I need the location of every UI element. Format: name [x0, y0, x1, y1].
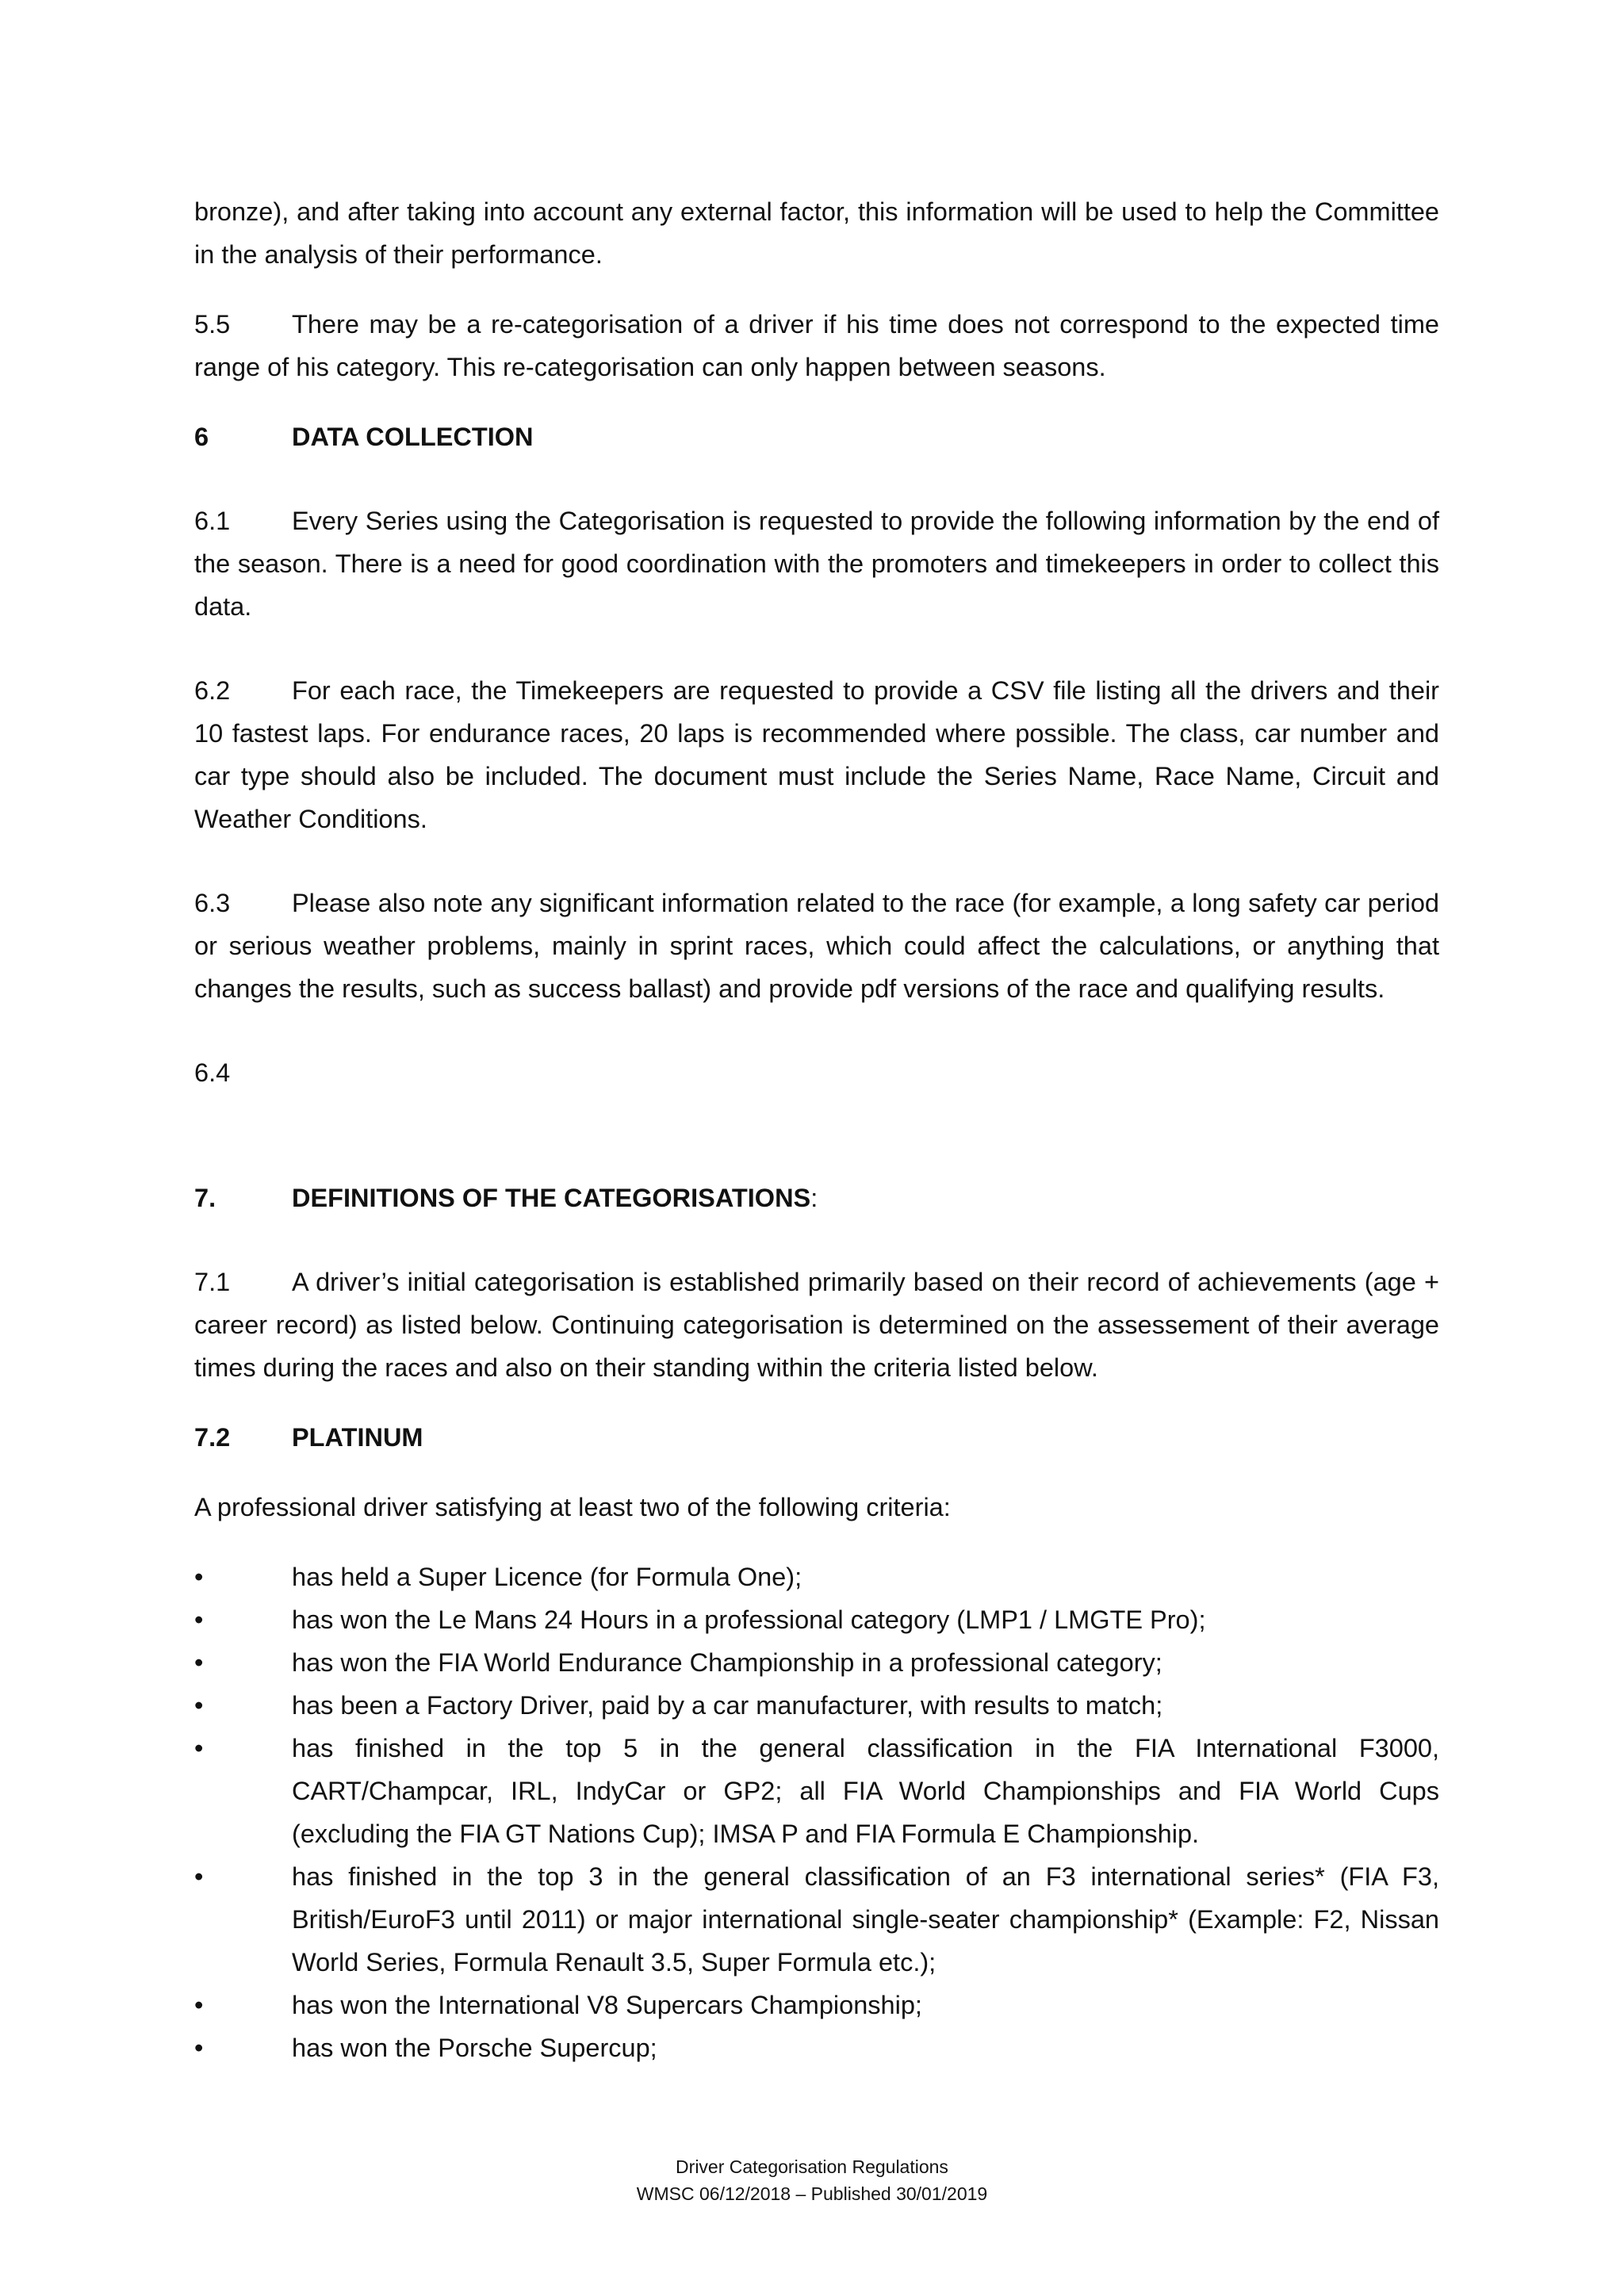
section-7-1: [194, 1261, 1439, 1389]
bullet: •: [194, 2034, 204, 2062]
section-7-heading: [194, 1177, 1439, 1219]
footer-date: WMSC 06/12/2018 – Published 30/01/2019: [636, 2183, 988, 2204]
section-6-4: [194, 1051, 1439, 1094]
criteria-list: [194, 1556, 1439, 2069]
section-title: PLATINUM: [292, 1423, 423, 1452]
section-number: 6: [194, 423, 209, 451]
section-6-1: [194, 499, 1439, 628]
section-title: DATA COLLECTION: [292, 423, 534, 451]
section-number: 7.2: [194, 1423, 231, 1452]
list-item-text: has held a Super Licence (for Formula One);: [292, 1563, 802, 1591]
section-number: 7.1: [194, 1268, 231, 1296]
list-item-text: has won the Porsche Supercup;: [292, 2034, 657, 2062]
list-item: [194, 1984, 1439, 2026]
bullet: •: [194, 1991, 204, 2019]
list-item: [194, 1556, 1439, 1598]
section-number: 5.5: [194, 310, 231, 339]
list-item: [194, 2026, 1439, 2069]
section-5-5: [194, 303, 1439, 388]
section-7-2-heading: [194, 1416, 1439, 1459]
section-text: For each race, the Timekeepers are requested to provide a CSV file listing all the drivers and their 10 fastest laps. For endurance races, 20 laps is recommended where possible. The class, car number and car type should also be included. The document must include the Series Name, Race Name, Circuit and Weather Conditions.: [194, 676, 1439, 833]
section-title-suffix: :: [810, 1184, 818, 1212]
page-body: [194, 190, 1439, 2069]
section-text: A driver’s initial categorisation is established primarily based on their record of achievements (age + career record) as listed below. Continuing categorisation is determined on the assessement of their average times during the races and also on their standing within the criteria listed below.: [194, 1268, 1439, 1382]
bullet: •: [194, 1563, 204, 1591]
section-text: There may be a re-categorisation of a driver if his time does not correspond to the expected time range of his category. This re-categorisation can only happen between seasons.: [194, 310, 1439, 381]
section-6-heading: [194, 415, 1439, 458]
list-item-text: has finished in the top 3 in the general classification of an F3 international series* (FIA F3, British/EuroF3 until 2011) or major international single-seater championship* (Example: F2, Nissan World Series, Formula Renault 3.5, Super Formula etc.);: [292, 1862, 1439, 1976]
bullet: •: [194, 1605, 204, 1634]
section-6-3: [194, 882, 1439, 1010]
list-item: [194, 1855, 1439, 1984]
section-number: 7.: [194, 1184, 216, 1212]
platinum-intro: A professional driver satisfying at least two of the following criteria:: [194, 1493, 951, 1521]
list-item-text: has finished in the top 5 in the general classification in the FIA International F3000, CART/Champcar, IRL, IndyCar or GP2; all FIA World Championships and FIA World Cups (excluding the FIA GT Nations Cup); IMSA P and FIA Formula E Championship.: [292, 1734, 1439, 1848]
bullet: •: [194, 1734, 204, 1762]
section-number: 6.3: [194, 889, 231, 917]
footer-title: Driver Categorisation Regulations: [676, 2156, 948, 2177]
list-item-text: has won the International V8 Supercars Championship;: [292, 1991, 922, 2019]
section-number: 6.1: [194, 507, 231, 535]
intro-continuation: bronze), and after taking into account any external factor, this information will be used to help the Committee in the analysis of their performance.: [194, 197, 1439, 269]
section-number: 6.2: [194, 676, 231, 705]
bullet: •: [194, 1862, 204, 1891]
section-text: Please also note any significant information related to the race (for example, a long safety car period or serious weather problems, mainly in sprint races, which could affect the calculations, or anything that changes the results, such as success ballast) and provide pdf versions of the race and qualifying results.: [194, 889, 1439, 1003]
list-item: [194, 1641, 1439, 1684]
section-6-2: [194, 669, 1439, 840]
list-item: [194, 1598, 1439, 1641]
bullet: •: [194, 1691, 204, 1720]
list-item-text: has won the FIA World Endurance Championship in a professional category;: [292, 1648, 1162, 1677]
list-item-text: has been a Factory Driver, paid by a car manufacturer, with results to match;: [292, 1691, 1163, 1720]
list-item: [194, 1727, 1439, 1855]
bullet: •: [194, 1648, 204, 1677]
section-number: 6.4: [194, 1058, 231, 1087]
section-title: DEFINITIONS OF THE CATEGORISATIONS: [292, 1184, 811, 1212]
page-footer: [0, 2153, 1624, 2207]
list-item-text: has won the Le Mans 24 Hours in a professional category (LMP1 / LMGTE Pro);: [292, 1605, 1206, 1634]
section-text: Every Series using the Categorisation is requested to provide the following information by the end of the season. There is a need for good coordination with the promoters and timekeepers in order to collect this data.: [194, 507, 1439, 621]
list-item: [194, 1684, 1439, 1727]
